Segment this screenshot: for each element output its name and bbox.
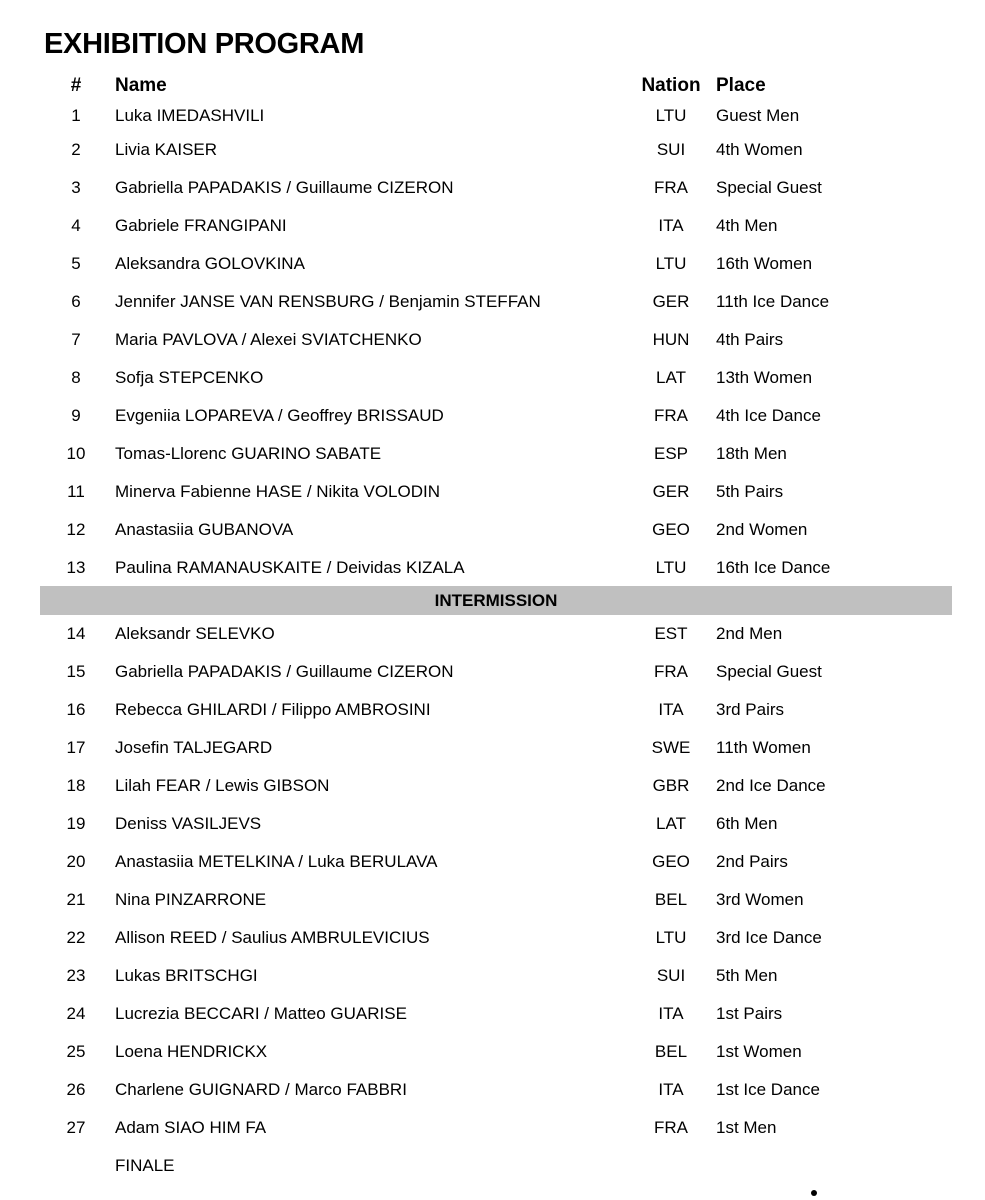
row-number: 3: [71, 178, 81, 197]
row-number: 22: [66, 928, 86, 947]
table-row: [0, 963, 985, 989]
nation-code: HUN: [652, 330, 690, 349]
skater-name: Minerva Fabienne HASE / Nikita VOLODIN: [115, 482, 441, 501]
placement: 1st Women: [716, 1042, 802, 1061]
header-name: Name: [115, 75, 167, 96]
row-number: 12: [66, 520, 86, 539]
row-number: 23: [66, 966, 86, 985]
skater-name: Anastasiia GUBANOVA: [115, 520, 294, 539]
skater-name: Jennifer JANSE VAN RENSBURG / Benjamin STEFFAN: [115, 292, 541, 311]
skater-name: Paulina RAMANAUSKAITE / Deividas KIZALA: [115, 558, 465, 577]
table-row: [0, 621, 985, 647]
nation-code: EST: [654, 624, 688, 643]
row-number: 4: [71, 216, 81, 235]
row-number: 2: [71, 140, 81, 159]
placement: 3rd Ice Dance: [716, 928, 822, 947]
table-row: [0, 251, 985, 277]
table-row: [0, 1115, 985, 1141]
nation-code: BEL: [654, 1042, 688, 1061]
intermission-banner: INTERMISSION: [40, 586, 952, 615]
skater-name: Anastasiia METELKINA / Luka BERULAVA: [115, 852, 438, 871]
table-row: [0, 887, 985, 913]
row-number: 27: [66, 1118, 86, 1137]
table-row: [0, 1039, 985, 1065]
nation-code: FRA: [654, 178, 688, 197]
nation-code: FRA: [654, 662, 688, 681]
nation-code: FRA: [654, 1118, 688, 1137]
table-row: [0, 697, 985, 723]
placement: 2nd Ice Dance: [716, 776, 826, 795]
placement: Guest Men: [716, 106, 800, 125]
placement: 16th Women: [716, 254, 813, 273]
nation-code: ITA: [658, 216, 684, 235]
table-row: [0, 365, 985, 391]
placement: 4th Women: [716, 140, 803, 159]
page-title: EXHIBITION PROGRAM: [44, 28, 365, 60]
row-number: 18: [66, 776, 86, 795]
placement: 4th Pairs: [716, 330, 784, 349]
nation-code: LTU: [655, 254, 687, 273]
placement: 3rd Women: [716, 890, 804, 909]
row-number: 20: [66, 852, 86, 871]
skater-name: Gabriella PAPADAKIS / Guillaume CIZERON: [115, 662, 454, 681]
placement: 2nd Men: [716, 624, 783, 643]
skater-name: Lucrezia BECCARI / Matteo GUARISE: [115, 1004, 407, 1023]
row-number: 21: [66, 890, 86, 909]
row-number: 14: [66, 624, 86, 643]
nation-code: LTU: [655, 558, 687, 577]
row-number: 15: [66, 662, 86, 681]
skater-name: Charlene GUIGNARD / Marco FABBRI: [115, 1080, 407, 1099]
skater-name: Luka IMEDASHVILI: [115, 106, 265, 125]
skater-name: Josefin TALJEGARD: [115, 738, 273, 757]
row-number: 1: [71, 106, 81, 125]
nation-code: LAT: [656, 368, 686, 387]
skater-name: Gabriella PAPADAKIS / Guillaume CIZERON: [115, 178, 454, 197]
skater-name: Lilah FEAR / Lewis GIBSON: [115, 776, 330, 795]
skater-name: Sofja STEPCENKO: [115, 368, 264, 387]
nation-code: LTU: [655, 928, 687, 947]
nation-code: SUI: [656, 140, 686, 159]
finale-row: [0, 1153, 985, 1179]
placement: Special Guest: [716, 662, 822, 681]
nation-code: GEO: [652, 520, 690, 539]
placement: 1st Men: [716, 1118, 777, 1137]
skater-name: Gabriele FRANGIPANI: [115, 216, 287, 235]
nation-code: GEO: [652, 852, 690, 871]
table-row: [0, 773, 985, 799]
table-row: [0, 103, 985, 129]
table-row: [0, 811, 985, 837]
table-row: [0, 925, 985, 951]
placement: 11th Ice Dance: [716, 292, 830, 311]
placement: 13th Women: [716, 368, 813, 387]
row-number: 6: [71, 292, 81, 311]
nation-code: FRA: [654, 406, 688, 425]
table-row: [0, 479, 985, 505]
placement: 2nd Women: [716, 520, 808, 539]
placement: 18th Men: [716, 444, 787, 463]
table-row: [0, 137, 985, 163]
nation-code: ITA: [658, 1004, 684, 1023]
skater-name: Loena HENDRICKX: [115, 1042, 268, 1061]
page-dot: [811, 1190, 817, 1196]
row-number: 13: [66, 558, 86, 577]
placement: 2nd Pairs: [716, 852, 788, 871]
placement: 4th Men: [716, 216, 778, 235]
table-row: [0, 1001, 985, 1027]
table-row: [0, 517, 985, 543]
nation-code: ITA: [658, 700, 684, 719]
placement: 11th Women: [716, 738, 811, 757]
nation-code: SUI: [656, 966, 686, 985]
table-row: [0, 327, 985, 353]
table-row: [0, 441, 985, 467]
finale-label: FINALE: [115, 1156, 175, 1175]
row-number: 11: [67, 482, 85, 501]
table-header: [0, 73, 985, 99]
row-number: 8: [71, 368, 81, 387]
table-row: [0, 659, 985, 685]
skater-name: Lukas BRITSCHGI: [115, 966, 258, 985]
placement: 5th Men: [716, 966, 778, 985]
nation-code: ITA: [658, 1080, 684, 1099]
nation-code: LAT: [656, 814, 686, 833]
nation-code: LTU: [655, 106, 687, 125]
row-number: 5: [71, 254, 81, 273]
skater-name: Maria PAVLOVA / Alexei SVIATCHENKO: [115, 330, 422, 349]
header-nation: Nation: [641, 75, 701, 96]
nation-code: BEL: [654, 890, 688, 909]
placement: 6th Men: [716, 814, 778, 833]
skater-name: Deniss VASILJEVS: [115, 814, 262, 833]
nation-code: GBR: [652, 776, 690, 795]
row-number: 9: [71, 406, 81, 425]
row-number: 24: [66, 1004, 86, 1023]
header-place: Place: [716, 75, 766, 96]
skater-name: Rebecca GHILARDI / Filippo AMBROSINI: [115, 700, 431, 719]
nation-code: SWE: [651, 738, 691, 757]
skater-name: Livia KAISER: [115, 140, 218, 159]
row-number: 19: [66, 814, 86, 833]
row-number: 17: [66, 738, 86, 757]
skater-name: Evgeniia LOPAREVA / Geoffrey BRISSAUD: [115, 406, 444, 425]
placement: 4th Ice Dance: [716, 406, 821, 425]
skater-name: Nina PINZARRONE: [115, 890, 267, 909]
row-number: 25: [66, 1042, 86, 1061]
table-row: [0, 213, 985, 239]
nation-code: ESP: [653, 444, 689, 463]
header-number: #: [70, 75, 82, 96]
table-row: [0, 175, 985, 201]
row-number: 16: [66, 700, 86, 719]
nation-code: GER: [652, 482, 690, 501]
table-row: [0, 289, 985, 315]
row-number: 7: [71, 330, 81, 349]
row-number: 10: [66, 444, 86, 463]
row-number: 26: [66, 1080, 86, 1099]
placement: 1st Ice Dance: [716, 1080, 820, 1099]
nation-code: GER: [652, 292, 690, 311]
table-row: [0, 735, 985, 761]
skater-name: Aleksandr SELEVKO: [115, 624, 275, 643]
skater-name: Adam SIAO HIM FA: [115, 1118, 267, 1137]
placement: 5th Pairs: [716, 482, 784, 501]
placement: 3rd Pairs: [716, 700, 785, 719]
table-row: [0, 849, 985, 875]
table-row: [0, 555, 985, 581]
skater-name: Allison REED / Saulius AMBRULEVICIUS: [115, 928, 430, 947]
skater-name: Aleksandra GOLOVKINA: [115, 254, 305, 273]
placement: Special Guest: [716, 178, 822, 197]
table-row: [0, 403, 985, 429]
placement: 1st Pairs: [716, 1004, 783, 1023]
skater-name: Tomas-Llorenc GUARINO SABATE: [115, 444, 382, 463]
placement: 16th Ice Dance: [716, 558, 831, 577]
table-row: [0, 1077, 985, 1103]
